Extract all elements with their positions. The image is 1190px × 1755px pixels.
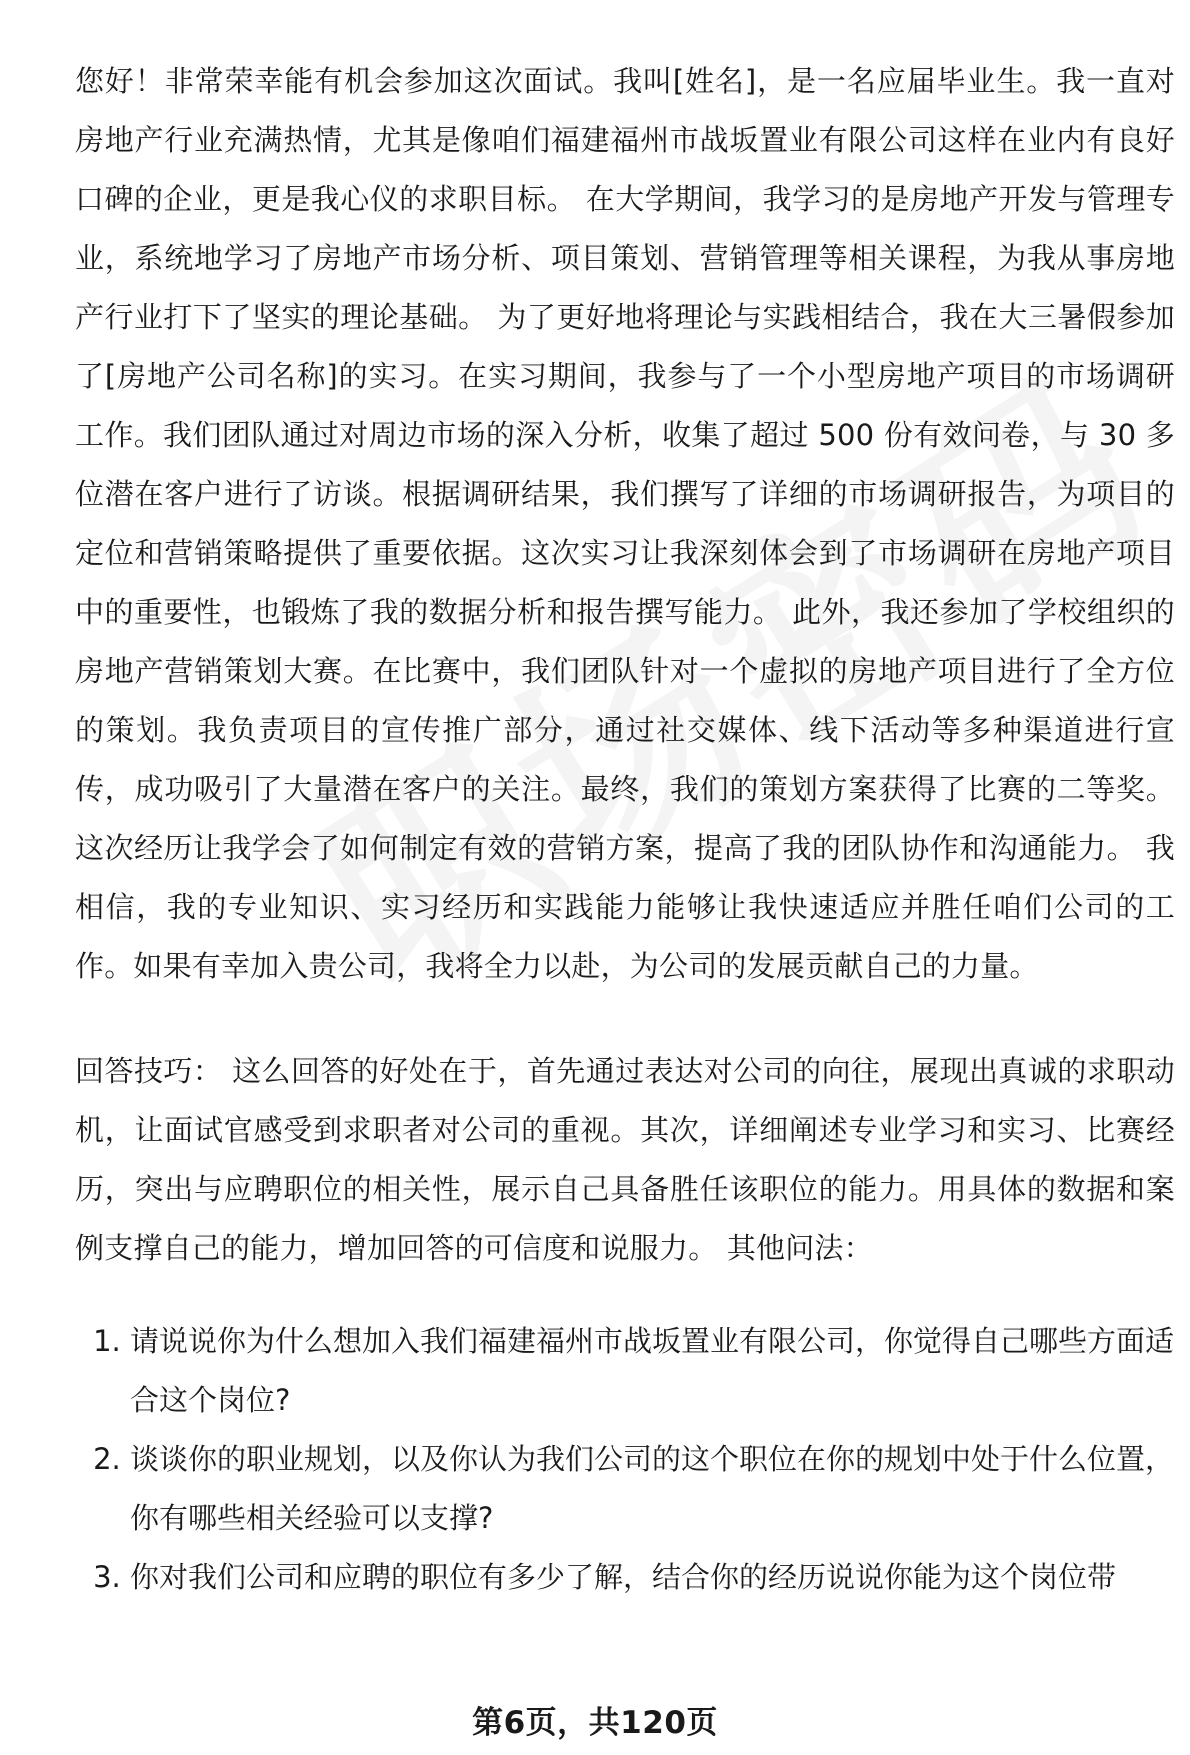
tips-paragraph: 回答技巧： 这么回答的好处在于，首先通过表达对公司的向往，展现出真诚的求职动机，让面试官感受到求职者对公司的重视。其次，详细阐述专业学习和实习、比赛经历，突出与应聘职位的相关性，展示自己具备胜任该职位的能力。用具体的数据和案例支撑自己的能力，增加回答的可信度和说服力。 其他问法： [75,1054,1175,1265]
answer-paragraph: 您好！非常荣幸能有机会参加这次面试。我叫[姓名]，是一名应届毕业生。我一直对房地产行业充满热情，尤其是像咱们福建福州市战坂置业有限公司这样在业内有良好口碑的企业，更是我心仪的求职目标。 在大学期间，我学习的是房地产开发与管理专业，系统地学习了房地产市场分析、项目策划、营销管理等相关课程，为我从事房地产行业打下了坚实的理论基础。 为了更好地将理论与实践相结合，我在大三暑假参加了[房地产公司名称]的实习。在实习期间，我参与了一个小型房地产项目的市场调研工作。我们团队通过对周边市场的深入分析，收集了超过 500 份有效问卷，与 30 多位潜在客户进行了访谈。根据调研结果，我们撰写了详细的市场调研报告，为项目的定位和营销策略提供了重要依据。这次实习让我深刻体会到了市场调研在房地产项目中的重要性，也锻炼了我的数据分析和报告撰写能力。 此外，我还参加了学校组织的房地产营销策划大赛。在比赛中，我们团队针对一个虚拟的房地产项目进行了全方位的策划。我负责项目的宣传推广部分，通过社交媒体、线下活动等多种渠道进行宣传，成功吸引了大量潜在客户的关注。最终，我们的策划方案获得了比赛的二等奖。这次经历让我学会了如何制定有效的营销方案，提高了我的团队协作和沟通能力。 我相信，我的专业知识、实习经历和实践能力能够让我快速适应并胜任咱们公司的工作。如果有幸加入贵公司，我将全力以赴，为公司的发展贡献自己的力量。 [75,64,1175,983]
list-item: 3. 你对我们公司和应聘的职位有多少了解，结合你的经历说说你能为这个岗位带 [130,1548,1175,1607]
list-item: 1. 请说说你为什么想加入我们福建福州市战坂置业有限公司，你觉得自己哪些方面适合这个岗位? [130,1312,1175,1430]
question-list [75,1312,1175,1607]
page-footer: 第6页，共120页 [472,1705,718,1741]
document-body [75,52,1175,1607]
list-item: 2. 谈谈你的职业规划，以及你认为我们公司的这个职位在你的规划中处于什么位置，你有哪些相关经验可以支撑? [130,1430,1175,1548]
